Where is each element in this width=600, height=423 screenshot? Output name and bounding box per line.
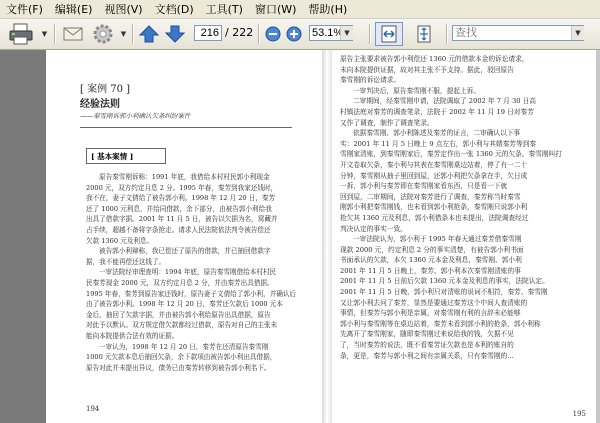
search-input[interactable] [452, 25, 584, 41]
paragraph: 原告对此并未提出异议，债务已由秦芳转移到被告郭小利名下。 [86, 363, 271, 372]
paragraph: 分钟，秦雪刚从抽子里回到屋，还郭小利把欠条拿在手，欠日成 [340, 171, 528, 180]
chevron-down-icon: ▼ [575, 29, 581, 37]
paragraph: 1000 元欠款本息后抽回欠条，余下款项由被告郭小利出具借据， [86, 353, 277, 362]
paragraph: 郭小利与秦雪刚等在桌边站着，秦芳未看到郭小利的抢条，郭小利称 [340, 319, 541, 328]
menu-bar [0, 0, 600, 19]
email-button[interactable] [60, 22, 86, 46]
arrow-up-icon [139, 24, 159, 44]
paragraph: 原告主张要求被告郭小利偿还 1360 元的借款本金的诉讼请求， [340, 55, 529, 63]
paragraph: 回到屋，二审期间，法院对秦芳进行了调查，秦芳称当时秦雪 [340, 192, 521, 201]
chevron-down-icon: ▼ [41, 30, 48, 38]
print-button[interactable] [6, 22, 36, 46]
right-page [332, 50, 596, 423]
paragraph: 2001 年 11 月 5 日前后欠款 1360 元本金及利息的事实，法院认定。 [340, 277, 549, 286]
fit-page-icon [414, 24, 434, 44]
paragraph: 一审法院认为，郭小利于 1995 年春天通过秦芳借秦雪刚 [353, 235, 522, 244]
paragraph: 抢欠其 1360 元及利息，郭小利借条本也未提出，法院调查经过 [340, 213, 529, 222]
arrow-down-icon [165, 24, 185, 44]
title-divider [80, 127, 292, 128]
chevron-down-icon: ▼ [120, 30, 127, 38]
paragraph: 刚郭小利把秦雪刚钱，也未看到郭小利抢条，秦雪刚只说郭小利 [340, 203, 528, 212]
paragraph: 被告郭小利辩称，我已偿还了原告的借款，并已抽回借款字 [99, 247, 271, 256]
printer-icon [9, 23, 33, 45]
paragraph: 开文卷取欠条，秦小利与其表在秦雪刚桌边站着，停了有一二十 [340, 160, 528, 169]
envelope-icon [62, 24, 84, 44]
paragraph: 事情，但秦芳与郭小利是亲属，对秦雪刚有利的言辞未必能够 [340, 309, 521, 318]
zoom-out-button[interactable] [264, 22, 282, 46]
gear-icon [92, 23, 114, 45]
paragraph: 条，更是，秦芳与郭小利之间有亲属关系，只有秦雪刚的… [340, 351, 514, 360]
toolbar-divider [132, 24, 134, 44]
toolbar [0, 19, 600, 50]
paragraph: 村镇法庭对秦芳的调查笔录，法院于 2002 年 11 月 19 日对秦芳 [340, 107, 534, 116]
page-number-input[interactable] [194, 25, 222, 41]
toolbar-divider [369, 24, 371, 44]
next-page-button[interactable] [164, 22, 186, 46]
paragraph: 先离开了秦雪刚家，随即秦雪刚过来说给我的钱，欠据不见 [340, 330, 514, 339]
left-page-body [86, 172, 302, 373]
paragraph: 雪刚家清账，到秦雪刚家后，秦芳定作出一张 1360 元的欠条。秦雪刚叫打 [340, 150, 562, 159]
paragraph: 原告秦雪刚诉称：1991 年底，我借给本村村民郭小利现金 [99, 173, 270, 181]
paragraph: 由了被告郭小利。1998 年 12 月 20 日，秦芳还欠款后 1000 元本 [86, 300, 283, 309]
fit-width-icon [379, 24, 399, 44]
fit-width-button[interactable] [375, 22, 403, 46]
paragraph: 2001 年 11 月 5 日晚上，秦芳、郭小利本次秦雪刚清账的事 [340, 266, 521, 275]
paragraph: 一审判决后，原告秦雪刚不服，提起上诉。 [353, 86, 481, 95]
menu-document[interactable]: 文档(D) [154, 3, 194, 16]
paragraph: 占手续，超越不备将字条抢走。请求人民法院依法判令被告偿还 [86, 225, 271, 234]
paragraph: 实：2001 年 11 月 5 日晚上 9 点左右，郭小利与其婿秦芳等到秦 [340, 139, 537, 148]
paragraph: 金后，抽回了欠款字据，并由被告郭小利给原告出具借据，原告 [86, 310, 271, 319]
paragraph: 还了 1000 元利息，并给同借款，余下部分，由被告郭小利给我 [86, 204, 272, 213]
paragraph: 对此予以默认。双方规定借欠款都经过借款，原告对自己的主张未 [86, 321, 278, 330]
paragraph: 未向本院提供证据，故对其主张不予支持。据此，驳回原告 [340, 65, 514, 74]
page-number: 194 [86, 405, 100, 413]
paragraph: 一审法院经审理查明：1994 年底，原告秦雪刚借给本村村民 [99, 268, 277, 277]
paragraph: 判决认定的事实一致。 [340, 224, 407, 233]
page-total-label: / 222 [225, 26, 254, 39]
paragraph: 能向本院提供合法有效的证据。 [86, 331, 179, 340]
paragraph: 我不在，妻子文倩给了被告郭小利。1998 年 12 月 20 日，秦芳 [86, 194, 276, 203]
paragraph: 民秦芳现金 2000 元，双方约定月息 2 分，并由秦芳出具借据。 [86, 278, 274, 287]
zoom-in-icon [286, 26, 302, 42]
menu-window[interactable]: 窗口(W) [254, 3, 297, 16]
toolbar-divider [54, 24, 56, 44]
print-dropdown[interactable] [38, 22, 50, 46]
paragraph: 1995 年春，秦芳到原告家还钱时，原告妻子文倩给了郭小利，并确认后 [86, 289, 297, 298]
paragraph: 依据秦雪刚、郭小利陈述及秦芳的证言，二审确认以下事 [353, 129, 521, 138]
page-gutter [322, 50, 332, 423]
menu-view[interactable]: 视图(V) [104, 3, 143, 16]
paragraph: 据，我不能再偿还这钱了。 [86, 257, 166, 266]
paragraph: 出具了借款字据。2001 年 11 月 5 日，被告以欠据为名，窝藏并 [86, 215, 278, 224]
paragraph: 秦雪刚的诉讼请求。 [340, 76, 401, 85]
paragraph: 2001 年 11 月 5 日晚，郭小利只对清账的说词不相符，秦芳、秦雪刚 [340, 288, 548, 297]
gear-button[interactable] [88, 22, 118, 46]
left-page [46, 50, 322, 423]
vertical-scrollbar[interactable] [596, 50, 600, 423]
zoom-dropdown[interactable] [340, 26, 353, 40]
paragraph: 二审期间，经秦雪刚申请，法院调取了 2002 年 7 月 30 日高 [353, 97, 536, 106]
page-number: 195 [572, 410, 586, 418]
paragraph: 一拆，郭小利与秦芳即在秦雪刚家看东西，只是看一下就 [340, 182, 508, 191]
case-subtitle: ——秦雪刚诉郭小利确认欠条纠纷案件 [80, 112, 191, 120]
previous-page-button[interactable] [138, 22, 160, 46]
case-title: [ 案例 70 ] [80, 84, 131, 95]
section-heading: [ 基本案情 ] [86, 148, 166, 164]
menu-edit[interactable]: 编辑(E) [54, 3, 93, 16]
paragraph: 欠款 1360 元及利息。 [86, 236, 154, 245]
toolbar-divider [446, 24, 448, 44]
zoom-in-button[interactable] [285, 22, 303, 46]
paragraph: 书面承认的欠款，本欠 1360 元本金及利息，秦雪刚、郭小利 [340, 256, 522, 265]
right-page-body [340, 54, 592, 361]
paragraph: 2000 元，双方约定月息 2 分。1995 年春，秦芳到我家还钱时， [86, 183, 278, 192]
gear-dropdown[interactable] [118, 22, 128, 46]
paragraph: 现款 2000 元，约定利息 2 分的事实清楚，有被告郭小利书面 [340, 245, 524, 254]
menu-tools[interactable]: 工具(T) [205, 3, 243, 16]
toolbar-divider [258, 24, 260, 44]
chevron-down-icon: ▼ [344, 29, 350, 37]
menu-help[interactable]: 帮助(H) [308, 3, 348, 16]
paragraph: 一审认为，1998 年 12 月 20 日，秦芳在还清原告秦雪刚 [99, 342, 269, 351]
menu-file[interactable]: 文件(F) [6, 3, 43, 16]
zoom-out-icon [265, 26, 281, 42]
paragraph: 又作了调查，制作了调查笔录。 [340, 118, 434, 127]
fit-page-button[interactable] [410, 22, 438, 46]
paragraph: 又让郭小利去问了秦芳，显然是要通过秦芳这个中间人查清账的 [340, 298, 528, 307]
case-name: 经验法则 [80, 99, 120, 110]
paragraph: 了，当时秦芳的说法，既不看秦芳证欠款也是本利的账自的 [340, 341, 514, 350]
search-dropdown[interactable] [571, 26, 584, 40]
